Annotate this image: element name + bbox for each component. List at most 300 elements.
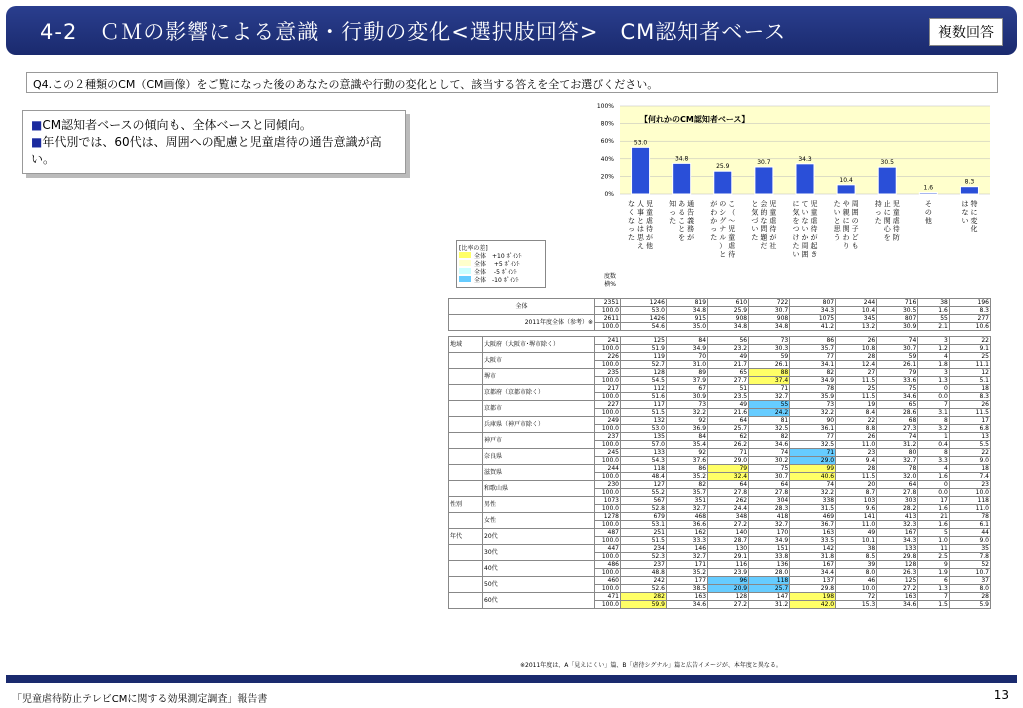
count-cell: 25 — [836, 385, 877, 393]
pct-cell: 11.5 — [836, 393, 877, 401]
group-cell — [449, 577, 483, 593]
label-cell: 30代 — [483, 545, 595, 561]
pct-cell: 52.8 — [621, 505, 667, 513]
side-label-1: 度数 — [603, 273, 616, 280]
count-cell: 116 — [708, 561, 749, 569]
pct-cell: 52.7 — [621, 361, 667, 369]
legend-item: 全体 +5 ﾎﾟｲﾝﾄ — [459, 259, 543, 267]
label-cell: 20代 — [483, 529, 595, 545]
bar — [796, 164, 814, 194]
count-cell: 128 — [877, 561, 918, 569]
pct-cell: 100.0 — [595, 323, 621, 331]
count-cell: 73 — [790, 401, 836, 409]
count-cell: 73 — [749, 337, 790, 345]
x-tick-label — [628, 199, 653, 250]
bullet-icon: ■ — [31, 118, 43, 132]
table-row — [449, 561, 991, 569]
count-cell: 84 — [666, 337, 707, 345]
count-cell: 141 — [836, 513, 877, 521]
table-row — [449, 593, 991, 601]
label-cell: 大阪府（大阪市･堺市除く） — [483, 337, 595, 353]
pct-cell: 30.7 — [877, 345, 918, 353]
count-cell: 74 — [877, 433, 918, 441]
pct-cell: 0.4 — [918, 441, 950, 449]
count-cell: 171 — [666, 561, 707, 569]
table-row — [449, 481, 991, 489]
pct-cell: 28.6 — [877, 409, 918, 417]
label-cell: 神戸市 — [483, 433, 595, 449]
side-label-2: 横% — [604, 281, 616, 288]
group-cell — [449, 465, 483, 481]
count-cell: 1426 — [621, 315, 667, 323]
legend-title: [比率の差] — [459, 244, 488, 252]
pct-cell: 8.3 — [949, 307, 990, 315]
table-row — [449, 449, 991, 457]
count-cell: 163 — [790, 529, 836, 537]
pct-cell: 25.7 — [708, 425, 749, 433]
pct-cell: 100.0 — [595, 489, 621, 497]
group-cell: 2011年度全体（参考）※ — [449, 315, 595, 331]
pct-cell: 3.3 — [918, 457, 950, 465]
table-row — [449, 497, 991, 505]
count-cell: 35 — [949, 545, 990, 553]
count-cell: 137 — [790, 577, 836, 585]
count-cell: 338 — [790, 497, 836, 505]
pct-cell: 30.7 — [749, 307, 790, 315]
label-cell: 50代 — [483, 577, 595, 593]
svg-text:通告義務があることを知った: 通告義務があることを知った — [669, 200, 695, 242]
pct-cell: 37.6 — [666, 457, 707, 465]
count-cell: 2611 — [595, 315, 621, 323]
pct-cell: 6.1 — [949, 521, 990, 529]
count-cell: 77 — [790, 353, 836, 361]
count-cell: 22 — [949, 337, 990, 345]
pct-cell: 12.4 — [836, 361, 877, 369]
count-cell: 38 — [836, 545, 877, 553]
count-cell: 4 — [918, 353, 950, 361]
chart-title: 【何れかのCM認知者ベース】 — [640, 115, 750, 124]
pct-cell: 1.2 — [918, 345, 950, 353]
count-cell: 28 — [949, 593, 990, 601]
count-cell: 135 — [621, 433, 667, 441]
group-cell — [449, 593, 483, 609]
pct-cell: 51.6 — [621, 393, 667, 401]
pct-cell: 35.7 — [666, 489, 707, 497]
x-tick-label — [961, 199, 977, 233]
pct-cell: 10.7 — [949, 569, 990, 577]
bar — [919, 193, 937, 194]
svg-text:その他: その他 — [924, 200, 932, 225]
count-cell: 23 — [949, 481, 990, 489]
count-cell: 67 — [666, 385, 707, 393]
pct-cell: 51.5 — [621, 409, 667, 417]
count-cell: 49 — [708, 353, 749, 361]
count-cell: 71 — [790, 449, 836, 457]
data-label: 34.8 — [674, 155, 689, 163]
count-cell: 1073 — [595, 497, 621, 505]
count-cell: 230 — [595, 481, 621, 489]
pct-cell: 34.8 — [666, 307, 707, 315]
pct-cell: 6.8 — [949, 425, 990, 433]
svg-text:こ（〜児童虐待のシグナル）とがわかった: こ（〜児童虐待のシグナル）とがわかった — [710, 200, 736, 259]
pct-cell: 10.1 — [836, 537, 877, 545]
table-row — [449, 385, 991, 393]
pct-cell: 32.7 — [877, 457, 918, 465]
svg-text:児童虐待が他人事とは思えなくなった: 児童虐待が他人事とは思えなくなった — [628, 200, 654, 250]
y-tick-label: 80% — [600, 120, 614, 128]
count-cell: 78 — [790, 385, 836, 393]
group-cell — [449, 449, 483, 465]
count-cell: 80 — [877, 449, 918, 457]
x-tick-label — [875, 199, 900, 242]
count-cell: 2351 — [595, 299, 621, 307]
pct-cell: 25.9 — [708, 307, 749, 315]
question-text: Q4.この２種類のCM（CM画像）をご覧になった後のあなたの意識や行動の変化として、該当する答えを全てお選びください。 — [26, 72, 998, 93]
pct-cell: 8.4 — [836, 409, 877, 417]
pct-cell: 34.8 — [749, 323, 790, 331]
pct-cell: 52.6 — [621, 585, 667, 593]
pct-cell: 9.1 — [949, 345, 990, 353]
group-cell — [449, 545, 483, 561]
pct-cell: 32.2 — [790, 489, 836, 497]
count-cell: 1278 — [595, 513, 621, 521]
count-cell: 92 — [666, 417, 707, 425]
count-cell: 75 — [877, 385, 918, 393]
pct-cell: 100.0 — [595, 473, 621, 481]
pct-cell: 11.5 — [949, 409, 990, 417]
count-cell: 132 — [621, 417, 667, 425]
count-cell: 351 — [666, 497, 707, 505]
count-cell: 6 — [918, 577, 950, 585]
data-label: 10.4 — [839, 176, 853, 184]
count-cell: 65 — [708, 369, 749, 377]
count-cell: 26 — [949, 401, 990, 409]
count-cell: 471 — [595, 593, 621, 601]
pct-cell: 23.9 — [708, 569, 749, 577]
pct-cell: 0.0 — [918, 489, 950, 497]
pct-cell: 32.3 — [877, 521, 918, 529]
count-cell: 7 — [918, 401, 950, 409]
count-cell: 198 — [790, 593, 836, 601]
pct-cell: 30.9 — [666, 393, 707, 401]
count-cell: 251 — [621, 529, 667, 537]
legend-swatch — [459, 276, 471, 282]
pct-cell: 10.6 — [949, 323, 990, 331]
pct-cell: 28.2 — [877, 505, 918, 513]
pct-cell: 57.0 — [621, 441, 667, 449]
count-cell: 88 — [749, 369, 790, 377]
count-cell: 151 — [749, 545, 790, 553]
count-cell: 0 — [918, 385, 950, 393]
pct-cell: 35.4 — [666, 441, 707, 449]
count-cell: 119 — [621, 353, 667, 361]
pct-cell: 100.0 — [595, 601, 621, 609]
count-cell: 136 — [749, 561, 790, 569]
pct-cell: 30.2 — [749, 457, 790, 465]
count-cell: 3 — [918, 337, 950, 345]
pct-cell: 26.2 — [708, 441, 749, 449]
pct-cell: 32.4 — [708, 473, 749, 481]
pct-cell: 3.1 — [918, 409, 950, 417]
pct-cell: 1.8 — [918, 361, 950, 369]
y-tick-label: 60% — [600, 138, 614, 146]
pct-cell: 30.3 — [749, 345, 790, 353]
pct-cell: 34.6 — [877, 393, 918, 401]
count-cell: 18 — [949, 385, 990, 393]
count-cell: 19 — [836, 401, 877, 409]
pct-cell: 2.1 — [918, 323, 950, 331]
count-cell: 96 — [708, 577, 749, 585]
count-cell: 22 — [949, 449, 990, 457]
count-cell: 819 — [666, 299, 707, 307]
count-cell: 17 — [918, 497, 950, 505]
pct-cell: 51.9 — [621, 345, 667, 353]
count-cell: 487 — [595, 529, 621, 537]
count-cell: 4 — [918, 465, 950, 473]
pct-cell: 5.9 — [949, 601, 990, 609]
count-cell: 112 — [621, 385, 667, 393]
count-cell: 118 — [949, 497, 990, 505]
answer-type-badge: 複数回答 — [929, 18, 1003, 46]
pct-cell: 32.7 — [749, 393, 790, 401]
count-cell: 245 — [595, 449, 621, 457]
pct-cell: 100.0 — [595, 361, 621, 369]
count-cell: 26 — [836, 433, 877, 441]
count-cell: 915 — [666, 315, 707, 323]
pct-cell: 34.6 — [666, 601, 707, 609]
pct-cell: 0.0 — [918, 393, 950, 401]
count-cell: 55 — [918, 315, 950, 323]
pct-cell: 10.8 — [836, 345, 877, 353]
count-cell: 52 — [949, 561, 990, 569]
count-cell: 227 — [595, 401, 621, 409]
group-cell — [449, 353, 483, 369]
pct-cell: 34.6 — [877, 601, 918, 609]
label-cell: 京都市 — [483, 401, 595, 417]
pct-cell: 13.2 — [836, 323, 877, 331]
count-cell: 237 — [621, 561, 667, 569]
label-cell: 女性 — [483, 513, 595, 529]
count-cell: 277 — [949, 315, 990, 323]
pct-cell: 21.7 — [708, 361, 749, 369]
pct-cell: 2.5 — [918, 553, 950, 561]
pct-cell: 30.9 — [877, 323, 918, 331]
count-cell: 170 — [749, 529, 790, 537]
pct-cell: 41.2 — [790, 323, 836, 331]
pct-cell: 27.8 — [749, 489, 790, 497]
summary-box — [22, 110, 406, 174]
pct-cell: 1.3 — [918, 585, 950, 593]
count-cell: 92 — [666, 449, 707, 457]
count-cell: 217 — [595, 385, 621, 393]
pct-cell: 34.4 — [790, 569, 836, 577]
legend-item: 全体 +10 ﾎﾟｲﾝﾄ — [459, 251, 543, 259]
data-label: 8.3 — [964, 178, 975, 186]
count-cell: 807 — [790, 299, 836, 307]
count-cell: 234 — [621, 545, 667, 553]
count-cell: 38 — [918, 299, 950, 307]
pct-cell: 27.8 — [708, 489, 749, 497]
pct-cell: 32.5 — [749, 425, 790, 433]
label-cell: 兵庫県（神戸市除く） — [483, 417, 595, 433]
count-cell: 241 — [595, 337, 621, 345]
x-tick-label — [793, 199, 818, 258]
count-cell: 72 — [836, 593, 877, 601]
count-cell: 99 — [790, 465, 836, 473]
count-cell: 3 — [918, 369, 950, 377]
pct-cell: 51.5 — [621, 537, 667, 545]
count-cell: 196 — [949, 299, 990, 307]
pct-cell: 24.2 — [749, 409, 790, 417]
data-label: 25.9 — [716, 163, 730, 171]
count-cell: 1246 — [621, 299, 667, 307]
count-cell: 125 — [877, 577, 918, 585]
table-row — [449, 513, 991, 521]
bar — [755, 167, 773, 194]
pct-cell: 23.2 — [708, 345, 749, 353]
count-cell: 226 — [595, 353, 621, 361]
pct-cell: 29.8 — [790, 585, 836, 593]
count-cell: 18 — [949, 465, 990, 473]
group-cell — [449, 385, 483, 401]
pct-cell: 100.0 — [595, 553, 621, 561]
pct-cell: 100.0 — [595, 537, 621, 545]
count-cell: 147 — [749, 593, 790, 601]
pct-cell: 38.5 — [666, 585, 707, 593]
pct-cell: 32.2 — [790, 409, 836, 417]
pct-cell: 100.0 — [595, 307, 621, 315]
svg-text:周囲の子どもや親に関わりたいと思う: 周囲の子どもや親に関わりたいと思う — [833, 200, 859, 250]
count-cell: 20 — [836, 481, 877, 489]
pct-cell: 100.0 — [595, 569, 621, 577]
pct-cell: 11.0 — [949, 505, 990, 513]
pct-cell: 30.7 — [749, 473, 790, 481]
legend-swatch — [459, 252, 471, 258]
y-tick-label: 20% — [600, 173, 614, 181]
count-cell: 82 — [790, 369, 836, 377]
x-tick-label — [751, 199, 776, 250]
label-cell: 大阪市 — [483, 353, 595, 369]
data-label: 34.3 — [798, 155, 812, 163]
count-cell: 81 — [749, 417, 790, 425]
pct-cell: 48.4 — [621, 473, 667, 481]
count-cell: 9 — [918, 561, 950, 569]
count-cell: 244 — [595, 465, 621, 473]
count-cell: 84 — [666, 433, 707, 441]
count-cell: 167 — [877, 529, 918, 537]
count-cell: 468 — [666, 513, 707, 521]
pct-cell: 1.6 — [918, 505, 950, 513]
pct-cell: 34.3 — [877, 537, 918, 545]
pct-cell: 31.0 — [666, 361, 707, 369]
pct-cell: 8.3 — [949, 393, 990, 401]
pct-cell: 36.7 — [790, 521, 836, 529]
count-cell: 74 — [877, 337, 918, 345]
group-cell — [449, 561, 483, 577]
pct-cell: 9.6 — [836, 505, 877, 513]
count-cell: 25 — [949, 353, 990, 361]
pct-cell: 32.7 — [749, 521, 790, 529]
count-cell: 26 — [836, 337, 877, 345]
table-row — [449, 369, 991, 377]
pct-cell: 53.0 — [621, 425, 667, 433]
pct-cell: 29.8 — [877, 553, 918, 561]
count-cell: 5 — [918, 529, 950, 537]
count-cell: 8 — [918, 417, 950, 425]
count-cell: 345 — [836, 315, 877, 323]
pct-cell: 100.0 — [595, 393, 621, 401]
pct-cell: 26.3 — [877, 569, 918, 577]
count-cell: 242 — [621, 577, 667, 585]
count-cell: 1 — [918, 433, 950, 441]
count-cell: 74 — [790, 481, 836, 489]
count-cell: 167 — [790, 561, 836, 569]
count-cell: 128 — [708, 593, 749, 601]
count-cell: 8 — [918, 449, 950, 457]
count-cell: 71 — [708, 449, 749, 457]
pct-cell: 1.0 — [918, 537, 950, 545]
pct-cell: 5.5 — [949, 441, 990, 449]
table-row — [449, 433, 991, 441]
pct-cell: 8.7 — [836, 489, 877, 497]
y-tick-label: 0% — [604, 191, 614, 198]
pct-cell: 15.3 — [836, 601, 877, 609]
pct-cell: 28.7 — [708, 537, 749, 545]
count-cell: 86 — [790, 337, 836, 345]
table-row — [449, 401, 991, 409]
count-cell: 64 — [708, 417, 749, 425]
pct-cell: 27.2 — [708, 601, 749, 609]
group-cell — [449, 513, 483, 529]
pct-cell: 53.0 — [621, 307, 667, 315]
pct-cell: 28.0 — [749, 569, 790, 577]
count-cell: 125 — [621, 337, 667, 345]
pct-cell: 1.3 — [918, 377, 950, 385]
pct-cell: 33.5 — [790, 537, 836, 545]
count-cell: 133 — [877, 545, 918, 553]
bar — [632, 147, 650, 194]
count-cell: 567 — [621, 497, 667, 505]
count-cell: 17 — [949, 417, 990, 425]
count-cell: 716 — [877, 299, 918, 307]
group-cell: 地域 — [449, 337, 483, 353]
pct-cell: 31.8 — [790, 553, 836, 561]
pct-cell: 7.4 — [949, 473, 990, 481]
count-cell: 73 — [666, 401, 707, 409]
count-cell: 348 — [708, 513, 749, 521]
count-cell: 59 — [877, 353, 918, 361]
pct-cell: 32.2 — [666, 409, 707, 417]
svg-text:児童虐待が社会的な問題だと気づいた: 児童虐待が社会的な問題だと気づいた — [751, 200, 777, 250]
label-cell: 京都府（京都市除く） — [483, 385, 595, 401]
count-cell: 163 — [877, 593, 918, 601]
count-cell: 65 — [877, 401, 918, 409]
pct-cell: 9.0 — [949, 457, 990, 465]
pct-cell: 40.6 — [790, 473, 836, 481]
summary-line-1: CM認知者ベースの傾向も、全体ベースと同傾向。 — [42, 118, 312, 132]
pct-cell: 42.0 — [790, 601, 836, 609]
x-tick-label — [925, 200, 932, 225]
header-bar — [6, 6, 1017, 55]
bullet-icon: ■ — [31, 135, 43, 149]
pct-cell: 27.7 — [708, 377, 749, 385]
pct-cell: 27.8 — [877, 489, 918, 497]
table-row — [449, 299, 991, 307]
count-cell: 460 — [595, 577, 621, 585]
pct-cell: 10.0 — [949, 489, 990, 497]
count-cell: 469 — [790, 513, 836, 521]
pct-cell: 7.8 — [949, 553, 990, 561]
